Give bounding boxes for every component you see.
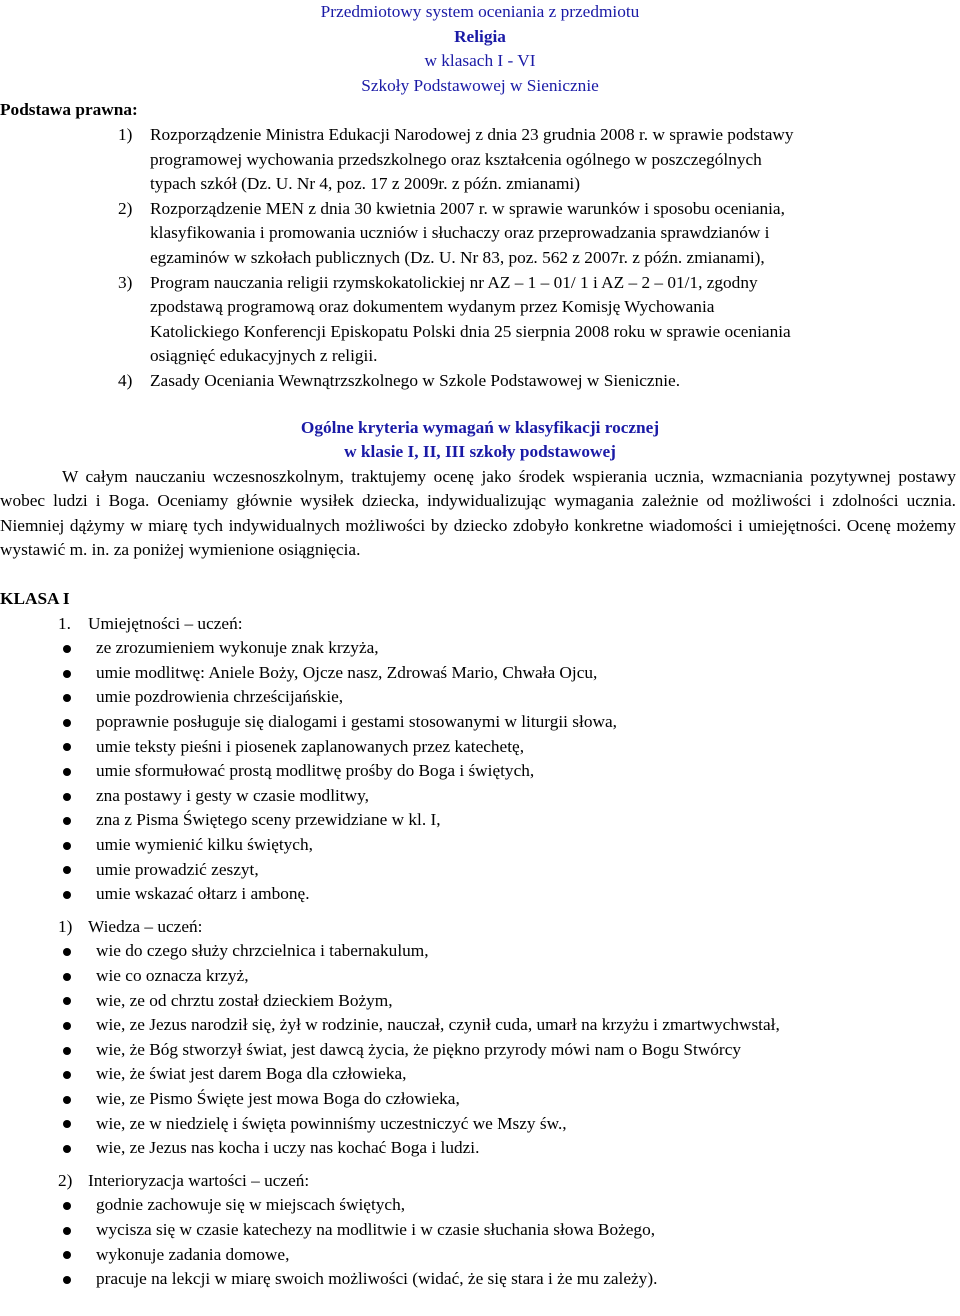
criteria-title-line: w klasie I, II, III szkoły podstawowej (344, 442, 616, 462)
list-item-text: wie, że świat jest darem Boga dla człowieka, (96, 1064, 407, 1084)
section-label: Umiejętności – uczeń: (88, 613, 243, 633)
bullet-icon (63, 719, 71, 727)
list-item-text: umie wskazać ołtarz i ambonę. (96, 884, 310, 904)
legal-line: osiągnięć edukacyjnych z religii. (150, 346, 378, 366)
list-item-text: zna z Pisma Świętego sceny przewidziane w kl. I, (96, 810, 441, 830)
bullet-icon (63, 866, 71, 874)
section-number: 1. (58, 613, 71, 633)
criteria-title (0, 416, 960, 465)
bullet-icon (63, 891, 71, 899)
section-number: 1) (58, 916, 73, 936)
bullet-icon (63, 1227, 71, 1235)
title-line: w klasach I - VI (424, 51, 536, 71)
list-item-text: wie do czego służy chrzcielnica i tabernakulum, (96, 941, 429, 961)
list-item (0, 989, 960, 1014)
legal-heading: Podstawa prawna: (0, 100, 138, 120)
list-item-text: ze zrozumieniem wykonuje znak krzyża, (96, 638, 379, 658)
title-line: Przedmiotowy system oceniania z przedmiotu (320, 2, 640, 21)
legal-item (0, 369, 960, 394)
bullet-list (0, 939, 960, 1160)
list-item-text: umie wymienić kilku świętych, (96, 835, 313, 854)
section-heading (0, 1169, 960, 1194)
criteria-title-line: Ogólne kryteria wymagań w klasyfikacji rocznej (300, 417, 660, 437)
bullet-icon (63, 1096, 71, 1104)
list-item (0, 1136, 960, 1161)
section-heading (0, 915, 960, 940)
legal-line: Zasady Oceniania Wewnątrzszkolnego w Szkole Podstawowej w Sienicznie. (150, 370, 681, 390)
legal-item (0, 123, 960, 197)
bullet-icon (63, 1276, 71, 1284)
bullet-icon (63, 1202, 71, 1210)
list-item (0, 1112, 960, 1137)
bullet-icon (63, 1251, 71, 1259)
bullet-icon (63, 948, 71, 956)
legal-item-number: 4) (118, 370, 133, 390)
list-item-text: wie co oznacza krzyż, (96, 965, 249, 985)
list-item-text: wie, ze Jezus nas kocha i uczy nas kochać Boga i ludzi. (96, 1138, 480, 1158)
list-item (0, 833, 960, 858)
list-item (0, 784, 960, 809)
class-heading: KLASA I (0, 589, 70, 609)
legal-line: klasyfikowania i promowania uczniów i słuchaczy oraz przeprowadzania sprawdzianów i (150, 223, 770, 243)
list-item (0, 1218, 960, 1243)
legal-line: zpodstawą programową oraz dokumentem wydanym przez Komisję Wychowania (150, 297, 715, 317)
list-item-text: poprawnie posługuje się dialogami i gestami stosowanymi w liturgii słowa, (96, 712, 617, 732)
legal-line: typach szkół (Dz. U. Nr 4, poz. 17 z 2009r. z późn. zmianami) (150, 174, 580, 194)
list-item-text: umie pozdrowienia chrześcijańskie, (96, 687, 344, 707)
document-title (0, 0, 960, 98)
legal-item-number: 1) (118, 124, 133, 144)
legal-line: Rozporządzenie Ministra Edukacji Narodowej z dnia 23 grudnia 2008 r. w sprawie podstawy (150, 124, 794, 144)
legal-item (0, 197, 960, 271)
list-item (0, 685, 960, 710)
school-name: Szkoły Podstawowej w Sienicznie (361, 75, 599, 95)
bullet-icon (63, 817, 71, 825)
list-item (0, 1267, 960, 1292)
list-item (0, 735, 960, 760)
list-item-text: wie, ze w niedzielę i święta powinniśmy uczestniczyć we Mszy św., (96, 1113, 567, 1133)
legal-item-number: 3) (118, 272, 133, 292)
list-item-text: wycisza się w czasie katechezy na modlitwie i w czasie słuchania słowa Bożego, (96, 1219, 656, 1239)
list-item (0, 882, 960, 907)
list-item-text: godnie zachowuje się w miejscach świętych, (96, 1195, 406, 1215)
legal-item (0, 271, 960, 369)
list-item (0, 1243, 960, 1268)
list-item (0, 939, 960, 964)
list-item-text: wie, że Bóg stworzył świat, jest dawcą życia, że piękno przyrody mówi nam o Bogu Stwórcy (96, 1039, 742, 1059)
list-item (0, 964, 960, 989)
list-item-text: wie, ze Jezus narodził się, żył w rodzinie, nauczał, czynił cuda, umarł na krzyżu i zmartwychwstał, (96, 1015, 780, 1035)
section-label: Wiedza – uczeń: (88, 916, 203, 936)
list-item (0, 759, 960, 784)
legal-line: Program nauczania religii rzymskokatolickiej nr AZ – 1 – 01/ 1 i AZ – 2 – 01/1, zgodny (150, 272, 758, 292)
list-item (0, 1193, 960, 1218)
bullet-icon (63, 842, 71, 850)
bullet-icon (63, 694, 71, 702)
list-item-text: wie, ze Pismo Święte jest mowa Boga do człowieka, (96, 1088, 460, 1108)
list-item (0, 858, 960, 883)
bullet-icon (63, 645, 71, 653)
list-item (0, 1013, 960, 1038)
list-item (0, 710, 960, 735)
legal-line: Katolickiego Konferencji Episkopatu Polski dnia 25 sierpnia 2008 roku w sprawie oceniania (150, 321, 791, 341)
list-item (0, 1087, 960, 1112)
section-number: 2) (58, 1170, 73, 1190)
list-item-text: umie teksty pieśni i piosenek zaplanowanych przez katechetę, (96, 736, 525, 756)
bullet-icon (63, 1047, 71, 1055)
bullet-icon (63, 1022, 71, 1030)
legal-line: egzaminów w szkołach publicznych (Dz. U. Nr 83, poz. 562 z 2007r. z późn. zmianami), (150, 247, 765, 267)
list-item (0, 1062, 960, 1087)
list-item-text: pracuje na lekcji w miarę swoich możliwości (widać, że się stara i że mu zależy). (96, 1269, 658, 1289)
bullet-icon (63, 793, 71, 801)
list-item (0, 808, 960, 833)
legal-list (0, 123, 960, 394)
bullet-icon (63, 1071, 71, 1079)
legal-line: programowej wychowania przedszkolnego oraz kształcenia ogólnego w poszczególnych (150, 149, 762, 169)
bullet-list (0, 1193, 960, 1291)
bullet-icon (63, 973, 71, 981)
list-item-text: wykonuje zadania domowe, (96, 1244, 290, 1264)
list-item-text: umie prowadzić zeszyt, (96, 859, 259, 879)
list-item-text: umie sformułować prostą modlitwę prośby do Boga i świętych, (96, 761, 535, 781)
list-item (0, 1038, 960, 1063)
list-item (0, 636, 960, 661)
bullet-icon (63, 1120, 71, 1128)
criteria-paragraph: W całym nauczaniu wczesnoszkolnym, traktujemy ocenę jako środek wspierania ucznia, wzmacniania pozytywnej postawy wobec ludzi i Boga. Oceniamy głównie wysiłek dziecka, indywidualizując wymagania zależnie od możliwości i zdolności ucznia. Niemniej dążymy w miarę tych indywidualnych możliwości by dziecko zdobyło konkretne wiadomości i umiejętności. Ocenę możemy wystawić m. in. za poniżej wymienione osiągnięcia. (0, 466, 956, 560)
legal-line: Rozporządzenie MEN z dnia 30 kwietnia 2007 r. w sprawie warunków i sposobu oceniania, (150, 198, 785, 218)
list-item-text: wie, ze od chrztu został dzieckiem Bożym, (96, 990, 393, 1010)
subject-name: Religia (454, 26, 506, 46)
bullet-icon (63, 768, 71, 776)
legal-item-number: 2) (118, 198, 133, 218)
list-item (0, 661, 960, 686)
section-label: Interioryzacja wartości – uczeń: (88, 1170, 310, 1190)
bullet-icon (63, 1145, 71, 1153)
bullet-list (0, 636, 960, 907)
bullet-icon (63, 997, 71, 1005)
bullet-icon (63, 670, 71, 678)
list-item-text: umie modlitwę: Aniele Boży, Ojcze nasz, Zdrowaś Mario, Chwała Ojcu, (96, 662, 598, 682)
list-item-text: zna postawy i gesty w czasie modlitwy, (96, 785, 369, 805)
section-heading (0, 612, 960, 637)
bullet-icon (63, 743, 71, 751)
